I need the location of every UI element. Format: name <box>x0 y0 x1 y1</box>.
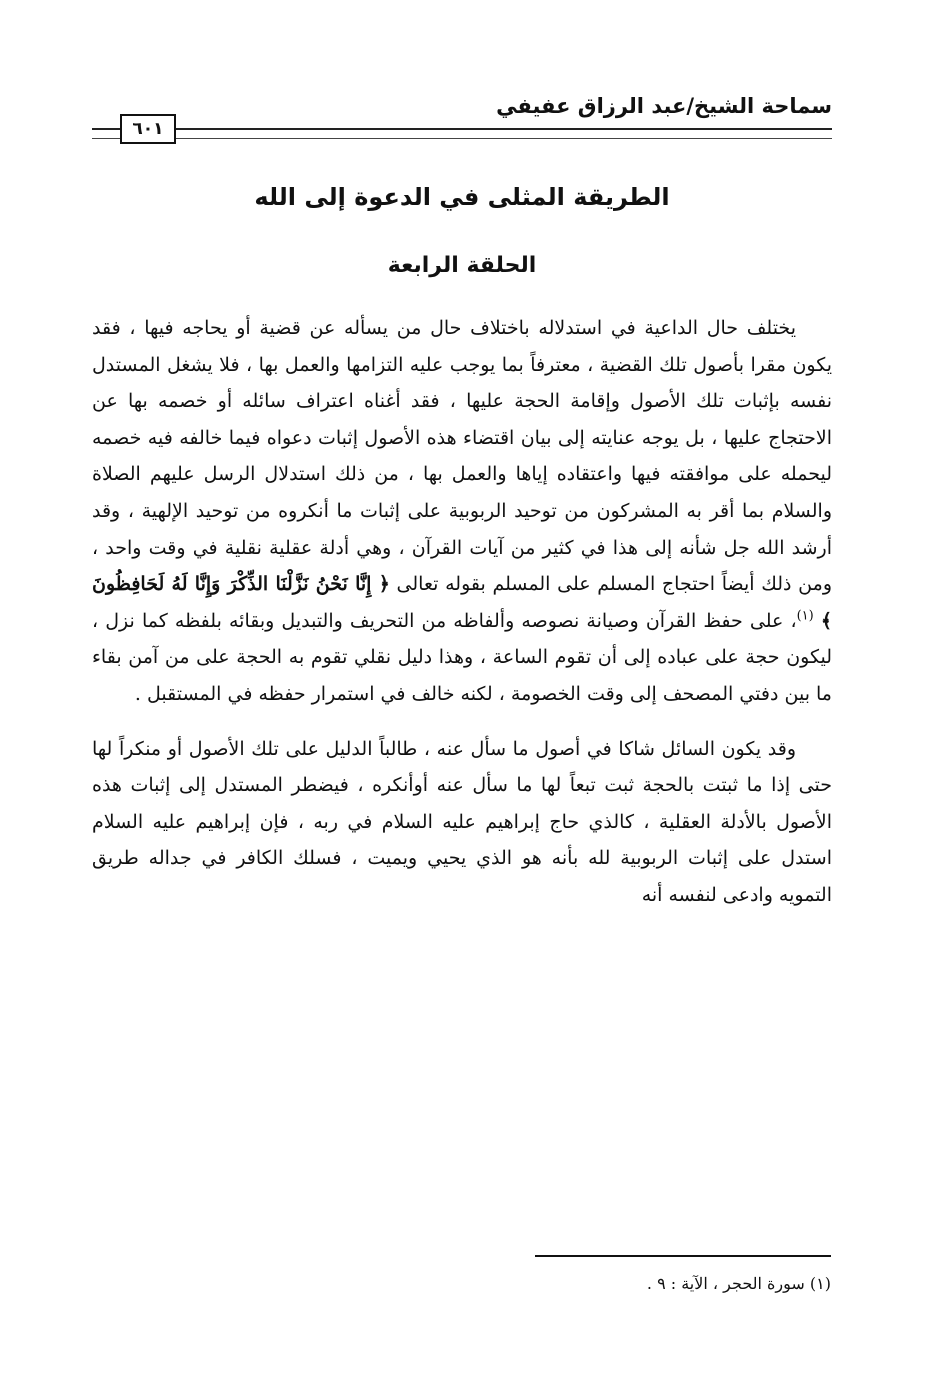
header-rule <box>172 128 832 139</box>
paragraph-1 <box>92 310 832 713</box>
footnote-reference[interactable]: (١) <box>796 608 814 624</box>
footnote: (١) سورة الحجر ، الآية : ٩ . <box>646 1274 831 1293</box>
paragraph-2: وقد يكون السائل شاكا في أصول ما سأل عنه ، طالباً الدليل على تلك الأصول أو منكراً لها حتى إذا ما ثبتت بالحجة ثبت تبعاً لها ما سأل عنه أوأنكره ، فيضطر المستدل إلى إثبات هذه الأصول بالأدلة العقلية ، كالذي حاج إبراهيم عليه السلام في ربه ، فإن إبراهيم عليه السلام استدل على إثبات الربوبية لله بأنه هو الذي يحيي ويميت ، فسلك الكافر في جداله طريق التمويه وادعى لنفسه أنه <box>92 737 832 906</box>
quran-verse: ﴿ إِنَّا نَحْنُ نَزَّلْنَا الذِّكْرَ وَإِنَّا لَهُ لَحَافِظُونَ ﴾ <box>92 573 832 632</box>
body-text <box>92 310 832 914</box>
page-title: الطريقة المثلى في الدعوة إلى الله <box>254 183 670 211</box>
footnote-divider <box>535 1255 831 1257</box>
paragraph-1-continued: ، على حفظ القرآن وصيانة نصوصه وألفاظه من التحريف والتبديل وبقائه بلفظه كما نزل ، ليكون حجة على عباده إلى أن تقوم الساعة ، وهذا دليل نقلي تقوم به الحجة على من آمن بقاء ما بين دفتي المصحف إلى وقت الخصومة ، لكنه خالف في استمرار حفظه في المستقبل . <box>92 609 832 705</box>
page-number: ٦٠١ <box>120 114 176 144</box>
running-header <box>92 92 832 152</box>
header-rule-left <box>92 128 122 139</box>
paragraph-1-text: يختلف حال الداعية في استدلاله باختلاف حال من يسأله عن قضية أو يحاجه فيها ، فقد يكون مقرا بأصول تلك القضية ، معترفاً بما يوجب عليه التزامها والعمل بها ، فلا يشغل المستدل نفسه بإثبات تلك الأصول وإقامة الحجة عليها ، فقد أغناه اعتراف سائله أو خصمه بها عن الاحتجاج عليها ، بل يوجه عنايته إلى بيان اقتضاء هذه الأصول إثبات دعواه فيما خالفه فيه خصمه ليحمله على موافقته فيها واعتقاده إياها والعمل بها ، من ذلك استدلال الرسل عليهم الصلاة والسلام بما أقر به المشركون من توحيد الربوبية على إثبات ما أنكروه من توحيد الإلهية ، وقد أرشد الله جل شأنه إلى هذا في كثير من آيات القرآن ، وهي أدلة عقلية نقلية في وقت واحد ، ومن ذلك أيضاً احتجاج المسلم على المسلم بقوله تعالى <box>92 317 832 596</box>
header-title: سماحة الشيخ/عبد الرزاق عفيفي <box>496 94 832 118</box>
section-subtitle: الحلقة الرابعة <box>387 253 537 278</box>
